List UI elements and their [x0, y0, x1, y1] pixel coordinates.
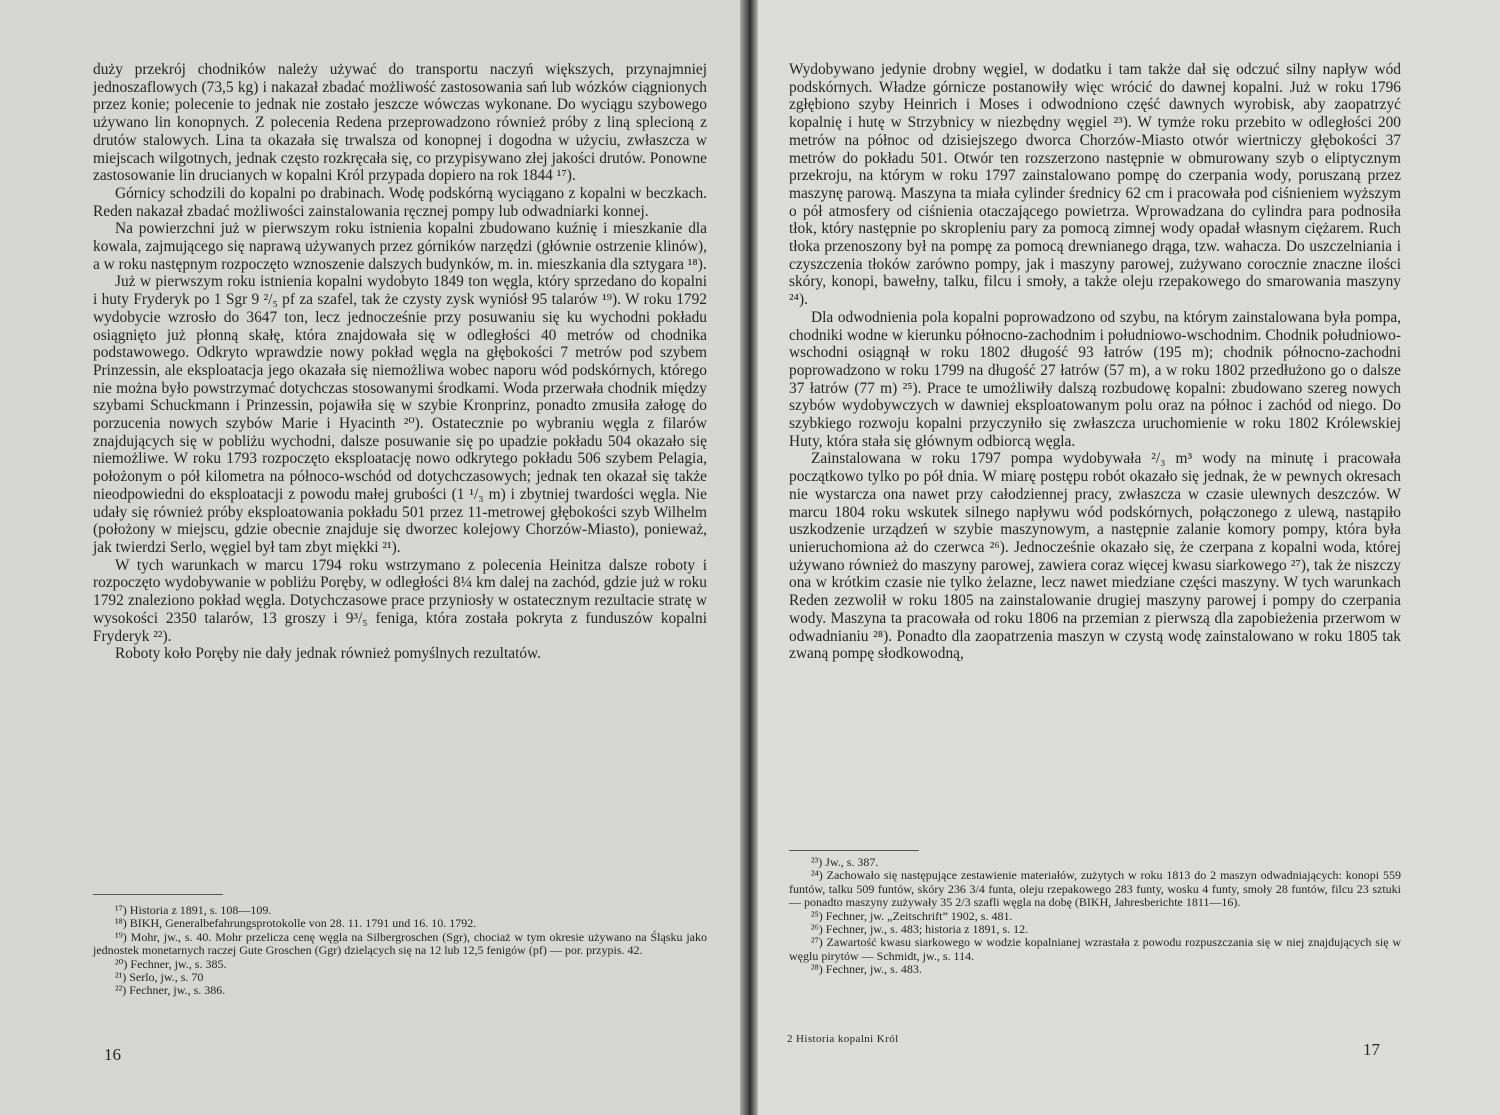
- left-footnotes: [93, 904, 707, 998]
- paragraph: Wydobywano jedynie drobny węgiel, w dodatku i tam także dał się odczuć silny napływ wód podskórnych. Władze górnicze postanowiły więc wrócić do dawnej kopalni. Już w roku 1796 zgłębiono szyby Heinrich i Moses i odwodniono część dawnych wyrobisk, aby zaopatrzyć kopalnię i hutę w Strzybnicy w niezbędny węgiel ²³). W tymże roku przebito w odległości 200 metrów na północ od dzisiejszego dworca Chorzów-Miasto otwór wiertniczy głębokości 37 metrów do pokładu 501. Otwór ten rozszerzono następnie w obmurowany szyb o eliptycznym przekroju, na którym w roku 1797 zainstalowano pompę do czerpania wody, poruszaną przez maszynę parową. Maszyna ta miała cylinder średnicy 62 cm i pracowała pod ciśnieniem wyższym o pół atmosfery od ciśnienia otaczającego powietrza. Wprowadzana do cylindra para podnosiła tłok, który następnie po skropleniu pary za pomocą zimnej wody opadał własnym ciężarem. Ruch tłoka przenoszony był na pompę za pomocą drewnianego drąga, tzw. wahacza. Do uszczelniania i czyszczenia tłoków zarówno pompy, jak i maszyny parowej, zużywano corocznie znaczne ilości skóry, konopi, bawełny, talku, filcu i smoły, a także oleju rzepakowego do smarowania maszyny ²⁴).: [789, 61, 1401, 309]
- right-footnotes: [789, 856, 1401, 977]
- left-body-text: [93, 61, 707, 663]
- footnote: ²¹) Serlo, jw., s. 70: [115, 970, 204, 985]
- left-page: [0, 0, 740, 1115]
- paragraph: Górnicy schodzili do kopalni po drabinach. Wodę podskórną wyciągano z kopalni w beczkach. Reden nakazał zbadać możliwości zainstalowania ręcznej pompy lub odwadniarki konnej.: [93, 184, 707, 220]
- footnote-rule: [789, 850, 919, 851]
- page-number: 17: [1363, 1040, 1380, 1059]
- right-body-text: [789, 61, 1401, 663]
- book-gutter: [740, 0, 758, 1115]
- footnote: ²²) Fechner, jw., s. 386.: [115, 983, 226, 998]
- footnote: ²⁶) Fechner, jw., s. 483; historia z 1891, s. 12.: [811, 922, 1029, 937]
- footnote: ¹⁹) Mohr, jw., s. 40. Mohr przelicza cenę węgla na Silbergroschen (Sgr), chociaż w tym okresie używano na Śląsku jako jednostek monetarnych raczej Gute Groschen (Ggr) dzielących się na 12 lub 12,5 fenigów (pf) — por. przypis. 42.: [93, 929, 707, 958]
- paragraph: Już w pierwszym roku istnienia kopalni wydobyto 1849 ton węgla, który sprzedano do kopalni i huty Fryderyk po 1 Sgr 9 ²/₅ pf za szafel, tak że czysty zysk wyniósł 95 talarów ¹⁹). W roku 1792 wydobycie wzrosło do 3647 ton, lecz jednocześnie przy posuwaniu się ku wychodni pokładu osiągnięto już płonną skałę, która znajdowała się w odległości 40 metrów od chodnika podstawowego. Odkryto wprawdzie nowy pokład węgla na głębokości 7 metrów pod szybem Prinzessin, ale eksploatacja jego okazała się niemożliwa wobec naporu wód podskórnych, którego nie można było powstrzymać dotychczas stosowanymi środkami. Woda przerwała chodnik między szybami Schuckmann i Prinzessin, pojawiła się w szybie Kronprinz, ponadto zmusiła załogę do porzucenia nowych szybów Marie i Hyacinth ²⁰). Ostatecznie po wybraniu węgla z filarów znajdujących się w pobliżu wychodni, dalsze posuwanie się po upadzie pokładu 504 okazało się niemożliwe. W roku 1793 rozpoczęto eksploatację nowo odkrytego pokładu 506 szybem Pelagia, położonym o pół kilometra na północo-wschód od dotychczasowych; jednak ten okazał się także nieodpowiedni do eksploatacji z powodu małej grubości (1 ¹/₃ m) i zbytniej twardości węgla. Nie udały się również próby eksploatowania pokładu 501 przez 11-metrowej głębokości szyb Wilhelm (położony w miejscu, gdzie obecnie znajduje się dworzec kolejowy Chorzów-Miasto), ponieważ, jak twierdzi Serlo, węgiel był tam zbyt miękki ²¹).: [93, 273, 707, 556]
- footnote: ²⁷) Zawartość kwasu siarkowego w wodzie kopalnianej wzrastała z powodu rozpuszczania się w niej znajdujących się w węglu pirytów — Schmidt, jw., s. 114.: [789, 935, 1401, 963]
- footnote: ²⁸) Fechner, jw., s. 483.: [811, 962, 922, 977]
- footnote: ²⁰) Fechner, jw., s. 385.: [115, 956, 227, 971]
- paragraph: duży przekrój chodników należy używać do transportu naczyń większych, przynajmniej jednoszaflowych (73,5 kg) i nakazał zbadać możliwość zastosowania sań lub wózków ciągnionych przez konie; polecenie to jednak nie zostało jeszcze wówczas wykonane. Do wyciągu szybowego używano lin konopnych. Z polecenia Redena przeprowadzono również próby z liną splecioną z drutów stalowych. Lina ta okazała się trwalsza od konopnej i dogodna w użyciu, zwłaszcza w miejscach wilgotnych, jednak często rozkręcała się, co przypisywano złej jakości drutów. Ponowne zastosowanie lin drucianych w kopalni Król przypada dopiero na rok 1844 ¹⁷).: [93, 61, 707, 185]
- footnote: ²⁴) Zachowało się następujące zestawienie materiałów, zużytych w roku 1813 do 2 maszyn odwadniających: konopi 559 funtów, talku 509 funtów, skóry 236 3/4 funta, oleju rzepakowego 283 funty, wosku 4 funty, smoły 28 funtów, filcu 23 sztuki — ponadto maszyny zużywały 35 2/3 szafli węgla na dobę (BIKH, Jahresberichte 1811—16).: [789, 868, 1401, 910]
- paragraph: Na powierzchni już w pierwszym roku istnienia kopalni zbudowano kuźnię i mieszkanie dla kowala, zajmującego się naprawą używanych przez górników narzędzi (głównie ostrzenie klinów), a w roku następnym rozpoczęto wznoszenie dalszych budynków, m. in. mieszkania dla sztygara ¹⁸).: [93, 220, 707, 273]
- paragraph: W tych warunkach w marcu 1794 roku wstrzymano z polecenia Heinitza dalsze roboty i rozpoczęto wydobywanie w pobliżu Poręby, w odległości 8¼ km dalej na zachód, gdzie już w roku 1792 znaleziono pokład węgla. Dotychczasowe prace przyniosły w ostatecznym rezultacie stratę w wysokości 2350 talarów, 13 groszy i 9³/₅ feniga, która została pokryta z funduszów kopalni Fryderyk ²²).: [93, 556, 707, 645]
- footnote: ²⁵) Fechner, jw. „Zeitschrift” 1902, s. 481.: [811, 908, 1013, 923]
- paragraph: Zainstalowana w roku 1797 pompa wydobywała ²/₃ m³ wody na minutę i pracowała początkowo tylko po pół dnia. W miarę postępu robót okazało się jednak, że w pewnych okresach nie wystarcza ona nawet przy całodziennej pracy, zwłaszcza w czasie ulewnych deszczów. W marcu 1804 roku wskutek silnego napływu wód podskórnych, połączonego z ulewą, nastąpiło uszkodzenie urządzeń w szybie maszynowym, a następnie zalanie komory pompy, która była unieruchomiona aż do czerwca ²⁶). Jednocześnie okazało się, że czerpana z kopalni woda, której używano również do maszyny parowej, zawiera coraz więcej kwasu siarkowego ²⁷), tak że niszczy ona w krótkim czasie nie tylko żelazne, lecz nawet miedziane części maszyny. W tych warunkach Reden zezwolił w roku 1805 na zainstalowanie drugiej maszyny parowej i pompy do czerpania wody. Maszyna ta pracowała od roku 1806 na przemian z pierwszą dla zapobieżenia przerwom w odwadnianiu ²⁸). Ponadto dla zaopatrzenia maszyn w czystą wodę zainstalowano w roku 1805 tak zwaną pompę słodkowodną,: [789, 450, 1401, 663]
- right-page: [758, 0, 1500, 1115]
- paragraph: Roboty koło Poręby nie dały jednak również pomyślnych rezultatów.: [115, 645, 541, 663]
- footnote: ¹⁸) BIKH, Generalbefahrungsprotokolle von 28. 11. 1791 und 16. 10. 1792.: [115, 916, 477, 931]
- footnote: ²³) Jw., s. 387.: [811, 855, 879, 869]
- footnote-rule: [93, 894, 223, 895]
- page-number: 16: [104, 1045, 121, 1064]
- footnote: ¹⁷) Historia z 1891, s. 108—109.: [115, 903, 272, 917]
- signature-mark: 2 Historia kopalni Król: [787, 1033, 899, 1045]
- paragraph: Dla odwodnienia pola kopalni poprowadzono od szybu, na którym zainstalowana była pompa, chodniki wodne w kierunku północno-zachodnim i południowo-wschodnim. Chodnik południowo-wschodni osiągnął w roku 1802 długość 93 łatrów (195 m); chodnik północno-zachodni poprowadzono w roku 1799 na długość 27 łatrów (57 m), a w roku 1802 przedłużono go o dalsze 37 łatrów (77 m) ²⁵). Prace te umożliwiły dalszą rozbudowę kopalni: zbudowano szereg nowych szybów wydobywczych w dawniej eksploatowanym polu oraz na północ i zachód od niego. Do szybkiego rozwoju kopalni przyczyniło się zwłaszcza uruchomienie w roku 1802 Królewskiej Huty, która stała się głównym odbiorcą węgla.: [789, 308, 1401, 450]
